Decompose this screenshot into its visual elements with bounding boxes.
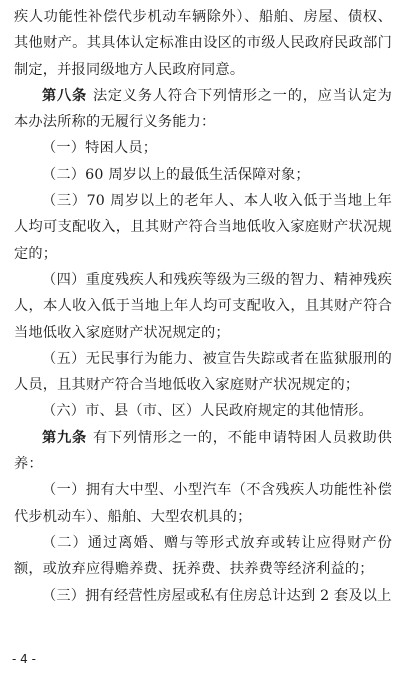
article-9-number: 第九条	[42, 429, 87, 446]
article-8-item-6: （六）市、县（市、区）人民政府规定的其他情形。	[42, 403, 373, 420]
article-9-item-2: （二）通过离婚、赠与等形式放弃或转让应得财产份额，或放弃应得赡养费、抚养费、扶养费等经济利益的；	[14, 534, 392, 578]
article-9-text: 有下列情形之一的，不能申请特困人员救助供养：	[14, 429, 392, 473]
paragraph-continuation: 疾人功能性补偿代步机动车辆除外）、船舶、房屋、债权、其他财产。其具体认定标准由设区的市级人民政府民政部门制定，并报同级地方人民政府同意。	[14, 9, 392, 78]
article-8-item-3: （三）70 周岁以上的老年人、本人收入低于当地上年人均可支配收入，且其财产符合当地低收入家庭财产状况规定的；	[14, 193, 392, 262]
article-8-number: 第八条	[42, 87, 87, 104]
article-8	[14, 83, 392, 136]
article-8-item-5: （五）无民事行为能力、被宣告失踪或者在监狱服刑的人员，且其财产符合当地低收入家庭财产状况规定的；	[14, 350, 392, 394]
article-9	[14, 425, 392, 478]
article-8-item-4: （四）重度残疾人和残疾等级为三级的智力、精神残疾人，本人收入低于当地上年人均可支配收入，且其财产符合当地低收入家庭财产状况规定的；	[14, 271, 392, 341]
page-number: - 4 -	[12, 652, 36, 666]
document-body	[14, 4, 392, 609]
article-9-item-3: （三）拥有经营性房屋或私有住房总计达到 2 套及以上	[42, 587, 392, 604]
article-9-item-1: （一）拥有大中型、小型汽车（不含残疾人功能性补偿代步机动车）、船舶、大型农机具的；	[14, 482, 392, 525]
article-8-item-1: （一）特困人员；	[42, 140, 158, 157]
article-8-item-2: （二）60 周岁以上的最低生活保障对象；	[42, 166, 310, 183]
article-8-text: 法定义务人符合下列情形之一的，应当认定为本办法所称的无履行义务能力：	[14, 87, 392, 131]
